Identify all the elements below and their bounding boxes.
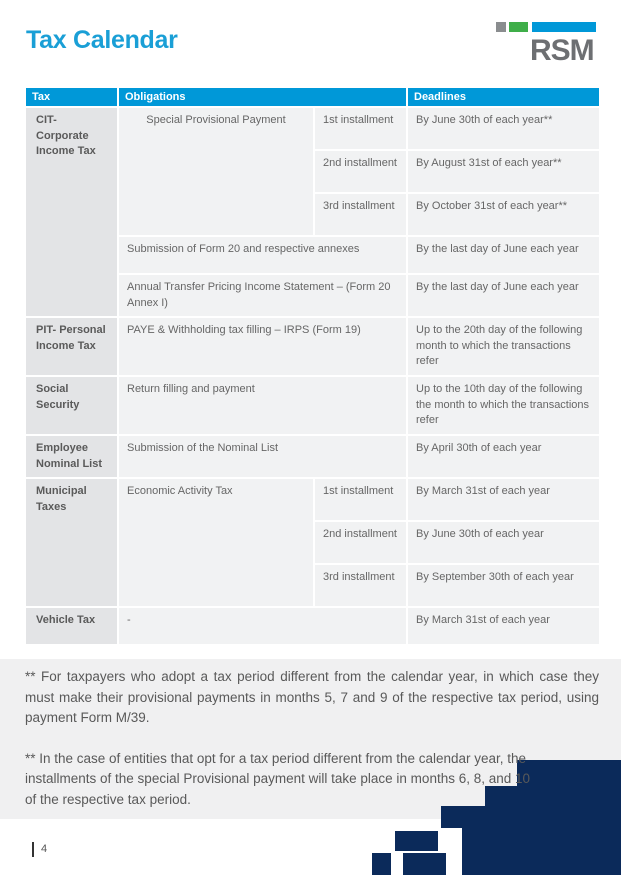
tax-name-cit: CIT- Corporate Income Tax (26, 108, 117, 316)
header-deadlines: Deadlines (408, 88, 599, 106)
deadline-cell: By March 31st of each year (408, 479, 599, 520)
obligation-spp: Special Provisional Payment (119, 108, 313, 235)
deadline-cell: By August 31st of each year** (408, 151, 599, 192)
decor-square (403, 853, 446, 875)
obligation-transfer-pricing: Annual Transfer Pricing Income Statement – (Form 20 Annex I) (119, 275, 406, 316)
logo-bar-grey (496, 22, 506, 32)
table-header-row (26, 88, 599, 106)
tax-name-employee-nominal-list: Employee Nominal List (26, 436, 117, 477)
table-row (26, 377, 599, 434)
logo-text: RSM (530, 34, 594, 67)
deadline-cell: Up to the 20th day of the following month to which the transactions refer (408, 318, 599, 375)
installment-label: 3rd installment (315, 194, 406, 235)
header-tax: Tax (26, 88, 117, 106)
decor-square (395, 831, 438, 851)
deadline-cell: Up to the 10th day of the following the month to which the transactions refer (408, 377, 599, 434)
table-row (26, 108, 599, 149)
deadline-cell: By April 30th of each year (408, 436, 599, 477)
deadline-cell: By June 30th of each year (408, 522, 599, 563)
footnote-2: ** In the case of entities that opt for a tax period different from the calendar year, the installments of the special Provisional payment will take place in months 6, 8, and 10 of the respective tax period. (25, 750, 531, 807)
table-row (26, 318, 599, 375)
decor-square (372, 853, 391, 875)
header-obligations: Obligations (119, 88, 406, 106)
deadline-cell: By March 31st of each year (408, 608, 599, 644)
obligation-economic-activity: Economic Activity Tax (119, 479, 313, 606)
logo-bar-blue (532, 22, 596, 32)
tax-name-social-security: Social Security (26, 377, 117, 434)
rsm-logo (496, 22, 596, 68)
footnote-1: ** For taxpayers who adopt a tax period different from the calendar year, in which case they must make their provisional payments in months 5, 7 and 9 of the respective tax period, using payment Form M/39. (25, 669, 599, 725)
installment-label: 1st installment (315, 479, 406, 520)
table-row (26, 479, 599, 520)
deadline-cell: By the last day of June each year (408, 237, 599, 273)
obligation-form20: Submission of Form 20 and respective annexes (119, 237, 406, 273)
table-row (26, 608, 599, 644)
deadline-cell: By October 31st of each year** (408, 194, 599, 235)
installment-label: 1st installment (315, 108, 406, 149)
tax-name-municipal: Municipal Taxes (26, 479, 117, 606)
obligation-nominal-list: Submission of the Nominal List (119, 436, 406, 477)
decor-square (462, 828, 621, 875)
page-number: 4 (41, 843, 48, 855)
deadline-cell: By June 30th of each year** (408, 108, 599, 149)
deadline-cell: By September 30th of each year (408, 565, 599, 606)
obligation-pit: PAYE & Withholding tax filling – IRPS (Form 19) (119, 318, 406, 375)
deadline-cell: By the last day of June each year (408, 275, 599, 316)
tax-name-pit: PIT- Personal Income Tax (26, 318, 117, 375)
tax-calendar-table (24, 86, 601, 646)
installment-label: 3rd installment (315, 565, 406, 606)
tax-name-vehicle: Vehicle Tax (26, 608, 117, 644)
installment-label: 2nd installment (315, 522, 406, 563)
logo-bar-green (509, 22, 528, 32)
page-title: Tax Calendar (26, 26, 178, 54)
obligation-vehicle: - (119, 608, 406, 644)
page-number-bar (32, 842, 34, 857)
obligation-social-security: Return filling and payment (119, 377, 406, 434)
table-row (26, 436, 599, 477)
installment-label: 2nd installment (315, 151, 406, 192)
footnotes (25, 667, 599, 810)
